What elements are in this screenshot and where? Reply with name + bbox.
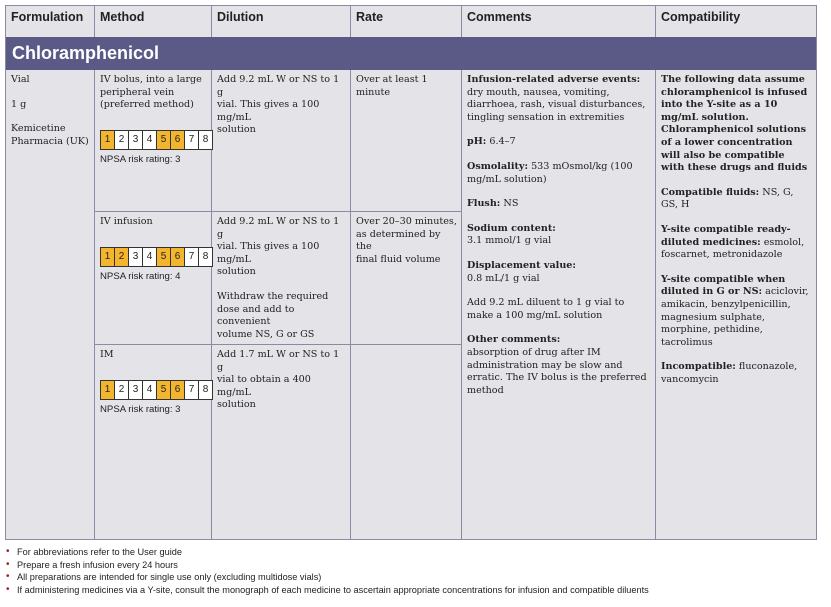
ysite-ready-diluted: [661, 224, 811, 262]
rate-line: final fluid volume: [356, 253, 441, 265]
dilution-line: dose and add to convenient: [217, 303, 295, 328]
method-iv-infusion: [95, 212, 212, 287]
comments-cell: [462, 70, 656, 401]
dilution-line: Withdraw the required: [217, 290, 329, 302]
compatibility-intro-text: The following data assume chloramphenicol is infused into the Y-site as a 10 mg/mL solution. Chloramphenicol solutions of a lower concentration will also be compatible with these drugs and fluids: [661, 74, 808, 174]
risk-scale-cell: 4: [143, 381, 157, 399]
npsa-risk-scale: [100, 130, 213, 150]
dilution-line: Add 9.2 mL W or NS to 1 g: [217, 216, 340, 240]
method-line: peripheral vein: [100, 86, 175, 98]
column-rate: [351, 70, 462, 539]
ysite-ready-text: esmolol, foscarnet, metronidazole: [661, 236, 805, 261]
risk-scale-cell: 3: [129, 248, 143, 266]
risk-scale-cell: 3: [129, 381, 143, 399]
displacement-label: Displacement value:: [467, 259, 576, 271]
method-line: IV infusion: [100, 216, 153, 227]
ysite-diluted-text: aciclovir, amikacin, benzylpenicillin, magnesium sulphate, morphine, pethidine, tacrolimus: [661, 286, 809, 348]
risk-scale-cell: 7: [185, 381, 199, 399]
other-comments-label-line: [467, 334, 651, 347]
displacement-label-line: [467, 260, 651, 273]
risk-scale-cell: 4: [143, 131, 157, 149]
dilution-iv-bolus: [212, 70, 351, 141]
risk-scale-cell: 8: [199, 381, 212, 399]
dilution-line: solution: [217, 124, 256, 136]
header-rate: Rate: [351, 6, 462, 37]
formulation-cell: [6, 70, 95, 152]
ph-value: [467, 136, 651, 149]
compatibility-cell: [656, 70, 816, 390]
incompatible-text: fluconazole, vancomycin: [661, 361, 798, 385]
dilution-line: vial to obtain a 400 mg/mL: [217, 374, 311, 398]
method-iv-bolus: [95, 70, 212, 170]
flush-label: Flush:: [467, 198, 501, 210]
compatible-fluids-label: Compatible fluids:: [661, 186, 760, 198]
formulation-manufacturer: Pharmacia (UK): [11, 135, 89, 147]
flush: [467, 198, 651, 211]
sodium-label: Sodium content:: [467, 222, 556, 234]
risk-scale-cell: 4: [143, 248, 157, 266]
incompatible-label: Incompatible:: [661, 361, 736, 373]
method-im: [95, 345, 212, 420]
formulation-type: Vial: [11, 74, 30, 85]
risk-scale-cell: 6: [171, 131, 185, 149]
footnote: • Prepare a fresh infusion every 24 hours: [5, 559, 825, 572]
footnote: • For abbreviations refer to the User guide: [5, 546, 825, 559]
flush-text: NS: [503, 198, 519, 210]
dilution-line: Add 9.2 mL W or NS to 1 g: [217, 74, 340, 98]
rate-iv-bolus: [351, 70, 462, 103]
footnotes: [5, 546, 825, 596]
risk-scale-cell: 1: [101, 248, 115, 266]
osmolality-text: 533 mOsmol/kg (100 mg/mL solution): [467, 160, 633, 185]
risk-scale-cell: 2: [115, 248, 129, 266]
rate-line: Over at least 1 minute: [356, 74, 428, 98]
risk-scale-cell: 7: [185, 248, 199, 266]
risk-scale-cell: 3: [129, 131, 143, 149]
risk-scale-cell: 6: [171, 381, 185, 399]
adverse-events-text: dry mouth, nausea, vomiting, diarrhoea, rash, visual disturbances, tingling sensation in extremities: [467, 86, 646, 123]
other-comments-text: absorption of drug after IM administration may be slow and erratic. The IV bolus is the preferred method: [467, 346, 647, 396]
risk-scale-cell: 2: [115, 381, 129, 399]
risk-scale-cell: 8: [199, 248, 212, 266]
ph-label: pH:: [467, 136, 487, 148]
method-line: IM: [100, 349, 114, 360]
risk-scale-cell: 5: [157, 381, 171, 399]
rate-line: as determined by the: [356, 228, 441, 253]
osmolality: [467, 161, 651, 186]
risk-scale-cell: 6: [171, 248, 185, 266]
adverse-events-label: Infusion-related adverse events:: [467, 74, 641, 85]
header-formulation: Formulation: [6, 6, 95, 37]
formulation-strength: 1 g: [11, 98, 27, 110]
drug-title-bar: Chloramphenicol: [6, 37, 816, 70]
compatible-fluids: [661, 187, 811, 212]
other-comments-label: Other comments:: [467, 334, 561, 346]
displacement-note: Add 9.2 mL diluent to 1 g vial to make a 100 mg/mL solution: [467, 297, 625, 321]
header-method: Method: [95, 6, 212, 37]
npsa-risk-rating: NPSA risk rating: 3: [100, 153, 181, 165]
header-dilution: Dilution: [212, 6, 351, 37]
risk-scale-cell: 7: [185, 131, 199, 149]
risk-scale-cell: 1: [101, 381, 115, 399]
compatible-fluids-text: NS, G, GS, H: [661, 186, 794, 211]
sodium-label-line: [467, 223, 651, 236]
dilution-line: vial. This gives a 100 mg/mL: [217, 99, 320, 123]
dilution-line: vial. This gives a 100 mg/mL: [217, 241, 320, 265]
npsa-risk-rating: NPSA risk rating: 3: [100, 403, 181, 415]
osmolality-label: Osmolality:: [467, 160, 529, 172]
npsa-risk-rating: NPSA risk rating: 4: [100, 270, 181, 282]
ysite-diluted: [661, 274, 811, 350]
dilution-line: volume NS, G or GS: [217, 328, 315, 340]
risk-scale-cell: 1: [101, 131, 115, 149]
adverse-events: [467, 74, 651, 124]
dilution-line: solution: [217, 399, 256, 411]
risk-scale-cell: 8: [199, 131, 212, 149]
dilution-line: solution: [217, 266, 256, 278]
dilution-im: [212, 345, 351, 416]
displacement-text: 0.8 mL/1 g vial: [467, 272, 540, 284]
risk-scale-cell: 5: [157, 131, 171, 149]
rate-line: Over 20–30 minutes,: [356, 216, 457, 227]
method-line: (preferred method): [100, 99, 194, 111]
formulation-brand: Kemicetine: [11, 123, 66, 135]
npsa-risk-scale: [100, 247, 213, 267]
ysite-ready-label: Y-site compatible ready-diluted medicines:: [661, 223, 791, 248]
dilution-iv-infusion: [212, 212, 351, 345]
header-compatibility: Compatibility: [656, 6, 816, 37]
incompatible: [661, 361, 811, 386]
sodium-text: 3.1 mmol/1 g vial: [467, 235, 552, 247]
monograph-table: [5, 5, 817, 540]
footnote: • If administering medicines via a Y-site, consult the monograph of each medicine to ascertain appropriate concentrations for infusion and compatible diluents: [5, 584, 825, 597]
rate-iv-infusion: [351, 212, 462, 270]
compatibility-intro: [661, 74, 811, 175]
dilution-line: Add 1.7 mL W or NS to 1 g: [217, 349, 340, 373]
method-line: IV bolus, into a large: [100, 74, 202, 85]
footnote: • All preparations are intended for single use only (excluding multidose vials): [5, 571, 825, 584]
risk-scale-cell: 2: [115, 131, 129, 149]
ysite-diluted-label: Y-site compatible when diluted in G or NS:: [661, 273, 786, 298]
risk-scale-cell: 5: [157, 248, 171, 266]
header-comments: Comments: [462, 6, 656, 37]
npsa-risk-scale: [100, 380, 213, 400]
ph-text: 6.4–7: [489, 136, 516, 148]
